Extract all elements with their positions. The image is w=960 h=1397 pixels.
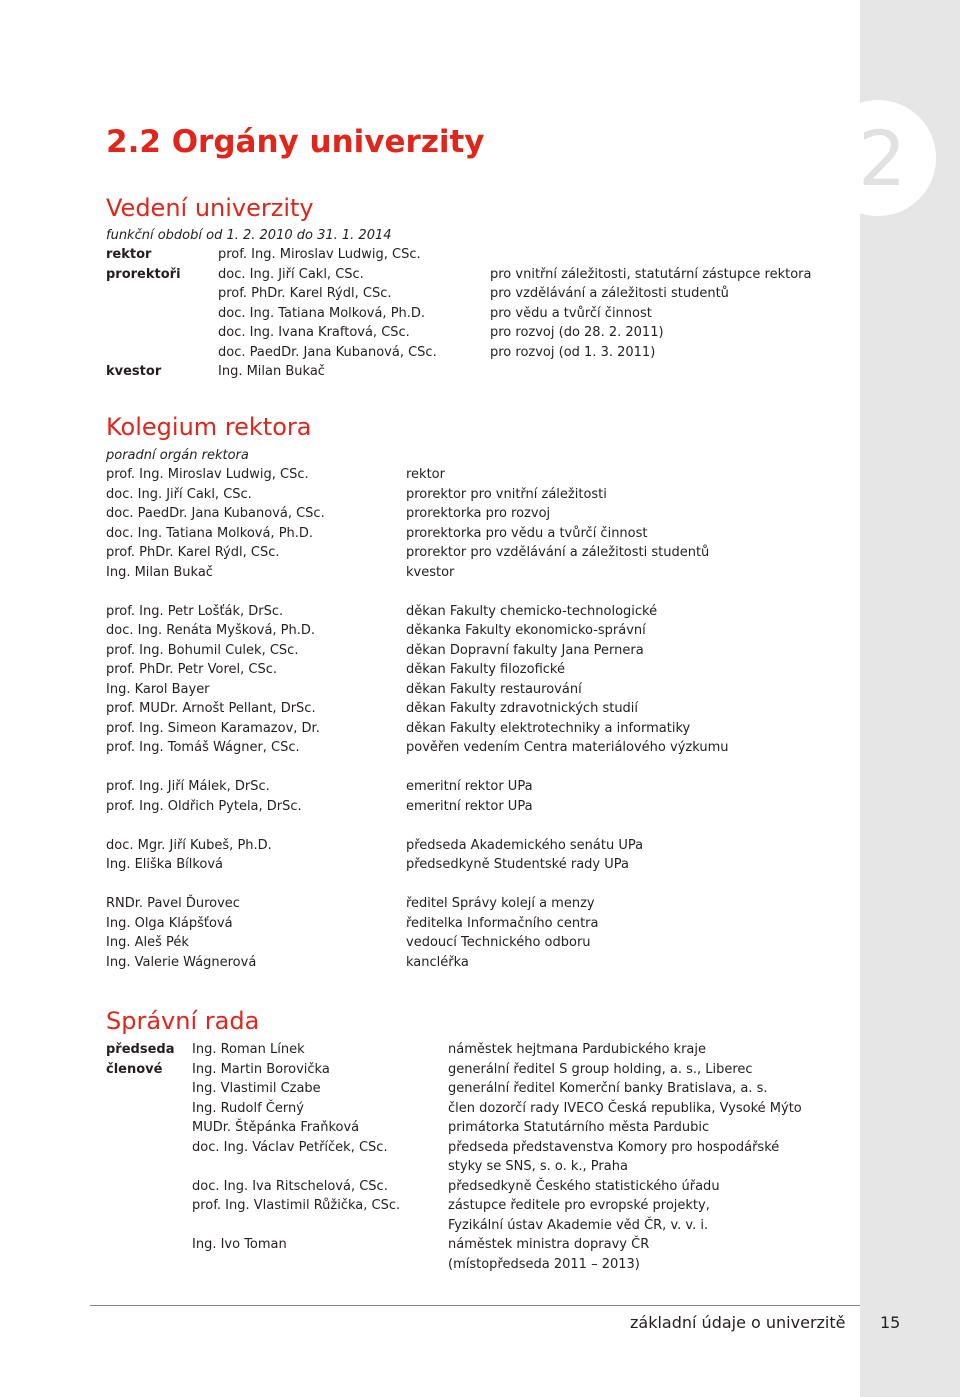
member-function: kancléřka: [406, 954, 469, 970]
section-heading-kolegium: Kolegium rektora: [106, 413, 312, 441]
member-name: prof. Ing. Simeon Karamazov, Dr.: [106, 720, 320, 736]
board-member-name: Ing. Rudolf Černý: [192, 1100, 304, 1116]
person-name: prof. PhDr. Karel Rýdl, CSc.: [218, 286, 392, 301]
board-member-name: prof. Ing. Vlastimil Růžička, CSc.: [192, 1198, 401, 1213]
person-function: pro vzdělávání a záležitosti studentů: [490, 286, 729, 301]
page-number: 15: [880, 1313, 901, 1332]
member-name: Ing. Milan Bukač: [106, 564, 213, 580]
person-name: doc. Ing. Tatiana Molková, Ph.D.: [218, 305, 426, 321]
member-name: Ing. Eliška Bílková: [106, 857, 224, 872]
footer-text: základní údaje o univerzitě: [630, 1313, 846, 1332]
board-member-function: člen dozorčí rady IVECO Česká republika, Vysoké Mýto: [448, 1100, 802, 1116]
member-name: Ing. Aleš Pék: [106, 935, 189, 950]
person-function: pro rozvoj (do 28. 2. 2011): [490, 325, 664, 340]
person-name: doc. PaedDr. Jana Kubanová, CSc.: [218, 344, 437, 360]
member-name: doc. PaedDr. Jana Kubanová, CSc.: [106, 506, 325, 521]
page-title: 2.2 Orgány univerzity: [106, 124, 485, 160]
board-member-name: MUDr. Štěpánka Fraňková: [192, 1120, 360, 1135]
member-function: ředitelka Informačního centra: [406, 915, 599, 931]
member-name: RNDr. Pavel Ďurovec: [106, 896, 240, 911]
vedeni-note: funkční období od 1. 2. 2010 do 31. 1. 2014: [106, 228, 392, 243]
member-name: doc. Ing. Renáta Myšková, Ph.D.: [106, 623, 316, 638]
member-function: děkan Fakulty zdravotnických studií: [406, 701, 639, 716]
board-member-function: náměstek hejtmana Pardubického kraje: [448, 1042, 706, 1057]
footer-divider: [90, 1305, 860, 1306]
member-function: pověřen vedením Centra materiálového výzkumu: [406, 740, 729, 755]
member-function: předseda Akademického senátu UPa: [406, 837, 644, 853]
member-name: Ing. Olga Klápšťová: [106, 915, 233, 931]
member-name: Ing. Valerie Wágnerová: [106, 954, 257, 970]
board-member-function: Fyzikální ústav Akademie věd ČR, v. v. i.: [448, 1217, 709, 1233]
member-function: předsedkyně Studentské rady UPa: [406, 857, 629, 872]
board-member-function: generální ředitel S group holding, a. s., Liberec: [448, 1061, 753, 1077]
member-function: děkan Fakulty elektrotechniky a informatiky: [406, 720, 691, 736]
board-role: předseda: [106, 1042, 175, 1057]
role-label: rektor: [106, 247, 152, 262]
member-function: prorektorka pro rozvoj: [406, 506, 551, 521]
member-name: prof. PhDr. Karel Rýdl, CSc.: [106, 545, 280, 560]
person-name: doc. Ing. Jiří Cakl, CSc.: [218, 266, 364, 282]
member-function: děkanka Fakulty ekonomicko-správní: [406, 623, 646, 638]
member-function: děkan Fakulty filozofické: [406, 662, 565, 677]
member-name: prof. Ing. Tomáš Wágner, CSc.: [106, 740, 300, 755]
person-function: pro vnitřní záležitosti, statutární zástupce rektora: [490, 266, 812, 282]
member-name: doc. Ing. Jiří Cakl, CSc.: [106, 486, 252, 502]
board-member-function: náměstek ministra dopravy ČR: [448, 1237, 650, 1252]
member-function: emeritní rektor UPa: [406, 798, 533, 814]
member-name: prof. Ing. Oldřich Pytela, DrSc.: [106, 798, 302, 814]
member-function: vedoucí Technického odboru: [406, 935, 591, 950]
board-member-function: zástupce ředitele pro evropské projekty,: [448, 1198, 710, 1213]
member-function: děkan Dopravní fakulty Jana Pernera: [406, 642, 644, 658]
board-role: členové: [106, 1061, 163, 1077]
board-member-function: primátorka Statutárního města Pardubic: [448, 1120, 710, 1135]
member-function: ředitel Správy kolejí a menzy: [406, 896, 595, 911]
role-label: prorektoři: [106, 266, 181, 282]
member-name: prof. Ing. Jiří Málek, DrSc.: [106, 779, 270, 794]
member-function: prorektor pro vnitřní záležitosti: [406, 486, 607, 502]
board-member-name: Ing. Roman Línek: [192, 1042, 305, 1057]
member-name: prof. Ing. Petr Lošťák, DrSc.: [106, 603, 284, 619]
board-member-function: předseda představenstva Komory pro hospodářské: [448, 1139, 780, 1155]
person-name: doc. Ing. Ivana Kraftová, CSc.: [218, 325, 410, 340]
member-function: děkan Fakulty restaurování: [406, 681, 582, 697]
board-member-name: Ing. Ivo Toman: [192, 1237, 287, 1252]
member-name: Ing. Karol Bayer: [106, 681, 210, 697]
person-function: pro vědu a tvůrčí činnost: [490, 305, 652, 321]
kolegium-note: poradní orgán rektora: [106, 448, 249, 463]
board-member-name: Ing. Martin Borovička: [192, 1061, 330, 1077]
board-member-name: doc. Ing. Václav Petříček, CSc.: [192, 1139, 388, 1155]
section-heading-vedeni: Vedení univerzity: [106, 194, 314, 222]
member-name: prof. MUDr. Arnošt Pellant, DrSc.: [106, 701, 316, 716]
section-heading-spravni: Správní rada: [106, 1007, 260, 1035]
board-member-function: generální ředitel Komerční banky Bratislava, a. s.: [448, 1081, 768, 1096]
board-member-function: (místopředseda 2011 – 2013): [448, 1256, 640, 1272]
board-member-name: doc. Ing. Iva Ritschelová, CSc.: [192, 1178, 388, 1194]
member-function: děkan Fakulty chemicko-technologické: [406, 603, 658, 619]
member-name: prof. PhDr. Petr Vorel, CSc.: [106, 662, 277, 677]
board-member-function: předsedkyně Českého statistického úřadu: [448, 1178, 720, 1194]
role-label: kvestor: [106, 364, 162, 379]
board-member-name: Ing. Vlastimil Czabe: [192, 1081, 321, 1096]
member-function: prorektorka pro vědu a tvůrčí činnost: [406, 525, 648, 541]
member-function: kvestor: [406, 564, 455, 580]
person-name: Ing. Milan Bukač: [218, 364, 325, 379]
person-function: pro rozvoj (od 1. 3. 2011): [490, 344, 656, 360]
member-function: emeritní rektor UPa: [406, 779, 533, 794]
board-member-function: styky se SNS, s. o. k., Praha: [448, 1159, 628, 1174]
person-name: prof. Ing. Miroslav Ludwig, CSc.: [218, 247, 421, 262]
member-name: doc. Mgr. Jiří Kubeš, Ph.D.: [106, 837, 272, 853]
chapter-number: 2: [858, 114, 907, 203]
member-name: prof. Ing. Bohumil Culek, CSc.: [106, 642, 299, 658]
member-name: doc. Ing. Tatiana Molková, Ph.D.: [106, 525, 314, 541]
member-function: prorektor pro vzdělávání a záležitosti studentů: [406, 545, 710, 560]
member-name: prof. Ing. Miroslav Ludwig, CSc.: [106, 467, 309, 482]
member-function: rektor: [406, 467, 445, 482]
